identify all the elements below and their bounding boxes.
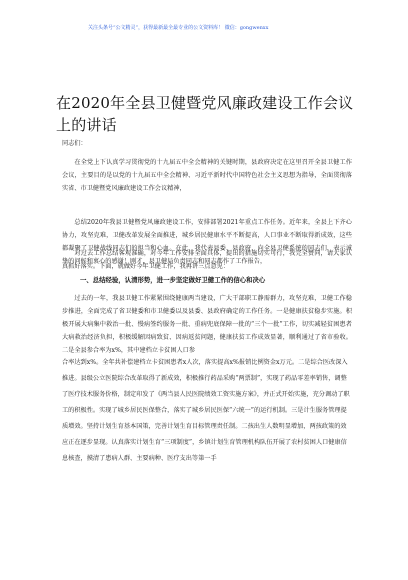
top-banner: 关注头条号“公文精灵”，获得最新最全最专业的公文资料库！ 微信：gongwenxx: [88, 25, 269, 31]
paragraph-section-2: 合率达到x%。全年共补偿建档立卡贫困患者x人次，落实提高x%报销比例资金x万元。二是综合医改深入推进。县级公立医院综合改革取得了新成效，积极推行药品采购“两票制”，实现了药品零差率销售，调整了医疗技术服务价格，制定印发了《两当县人民医院绩效工资实施方案》，并正式开始实施，充分调动了职工的积极性。实现了城乡居民医保整合，落实了城乡居民医保“六统一”的运行机制。三是计生服务管理提质增效。坚持计划生育基本国策，完善计划生育目标管理责任制。二孩出生人数明显增加，两孩政策的效应正在逐步显现。认真落实计划生育“三项制度”，乡镇计划生育管理机构队伍开展了农村贫困人口健康信息核查，摸清了患病人群、主要病种、医疗支出等第一手: [62, 359, 350, 462]
section-heading: 一、总结经验，认清形势，进一步坚定做好卫健工作的信心和决心: [80, 276, 266, 284]
paragraph-transition: 对过去工作总结客观准确，对今年工作安排全面具体，提出的措施切实可行，我完全赞同，请大家认真抓好落实。下面，就做好今年卫健工作，我再讲三点意见：: [62, 250, 352, 270]
paragraph-intro: 在全党上下认真学习贯彻党的十九届五中全会精神的关键时期，县政府决定在这里召开全县卫健工作会议，主要目的是以党的十九届五中全会精神、习近平新时代中国特色社会主义思想为指导，全面贯彻落实省、市卫健暨党风廉政建设工作会议精神，: [62, 159, 352, 192]
page-title: 在2020年全县卫健暨党风廉政建设工作会议上的讲话: [56, 94, 354, 134]
salutation: 同志们：: [62, 140, 87, 147]
paragraph-summary: 总结2020年我县卫健暨党风廉政建设工作，安排部署2021年重点工作任务。近年来，全县上下齐心协力，攻坚克难，卫健改革发展全面推进，城乡居民健康水平不断提高，人口事业不断取得新成效，这些都凝聚了卫健战线同志们的担当和心血。在此，我代表县委、县政府，向全县卫健系统的同志们，表示诚挚的问候和衷心的感谢！刚才，县卫健局负责同志和同志都作了工作报告，: [62, 219, 352, 265]
paragraph-section-1: 过去的一年，我县卫健工作紧紧围绕健康两当建设，广大干部职工静需群力，攻坚克难，卫健工作稳步推进，全面完成了省卫健委和市卫健委以及县委、县政府确定的工作任务。一是健康扶贫稳步实施。积极开展大病集中救治一批、慢病签约服务一批、重病兜底保障一批的“三个一批”工作，切实减轻贫困患者大病救治经济负担，积极缓解因病致贫、因病返贫问题，健康扶贫工作成效显著，顺利通过了省市验收。二是全县参合率为x%，其中建档立卡贫困人口参: [62, 295, 352, 354]
